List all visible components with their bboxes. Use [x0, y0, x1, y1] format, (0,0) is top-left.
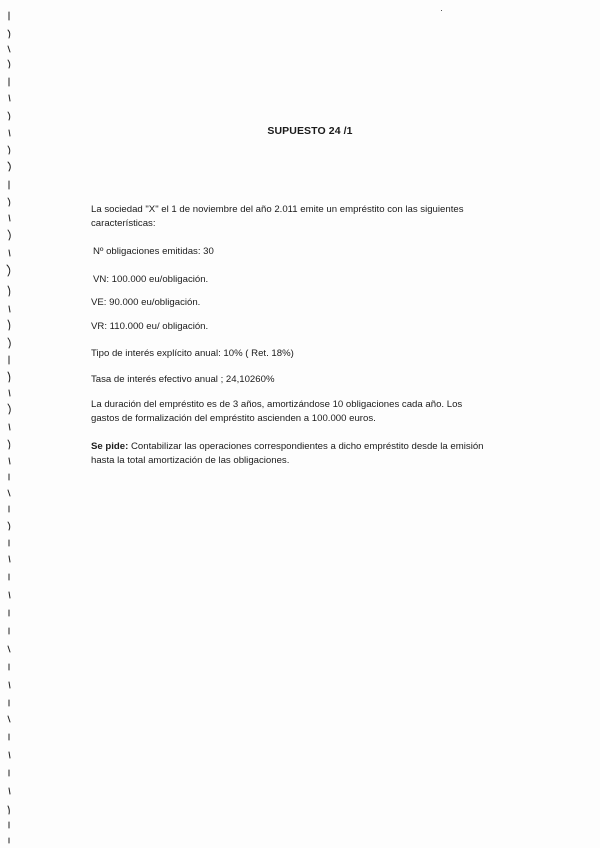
obligaciones-line: Nº obligaciones emitidas: 30: [93, 246, 214, 257]
tasa-interes-line: Tasa de interés efectivo anual ; 24,10260%: [91, 374, 275, 385]
se-pide-text: Contabilizar las operaciones correspondientes a dicho empréstito desde la emisión hasta la total amortización de las obligaciones.: [91, 441, 484, 466]
title-text: SUPUESTO 24 /1: [267, 125, 353, 137]
ve-line: VE: 90.000 eu/obligación.: [91, 297, 201, 308]
intro-paragraph: La sociedad "X" el 1 de noviembre del año 2.011 emite un empréstito con las siguientes características:: [91, 204, 464, 229]
tipo-interes-line: Tipo de interés explícito anual: 10% ( Ret. 18%): [91, 348, 294, 359]
document-title: [0, 125, 600, 137]
se-pide-paragraph: [91, 440, 491, 468]
se-pide-label: Se pide:: [91, 441, 129, 452]
duracion-paragraph: La duración del empréstito es de 3 años, amortizándose 10 obligaciones cada año. Los gastos de formalización del empréstito ascienden a 100.000 euros.: [91, 399, 463, 424]
vn-line: VN: 100.000 eu/obligación.: [93, 274, 209, 285]
scan-speck: [441, 10, 442, 11]
vr-line: VR: 110.000 eu/ obligación.: [91, 321, 209, 332]
